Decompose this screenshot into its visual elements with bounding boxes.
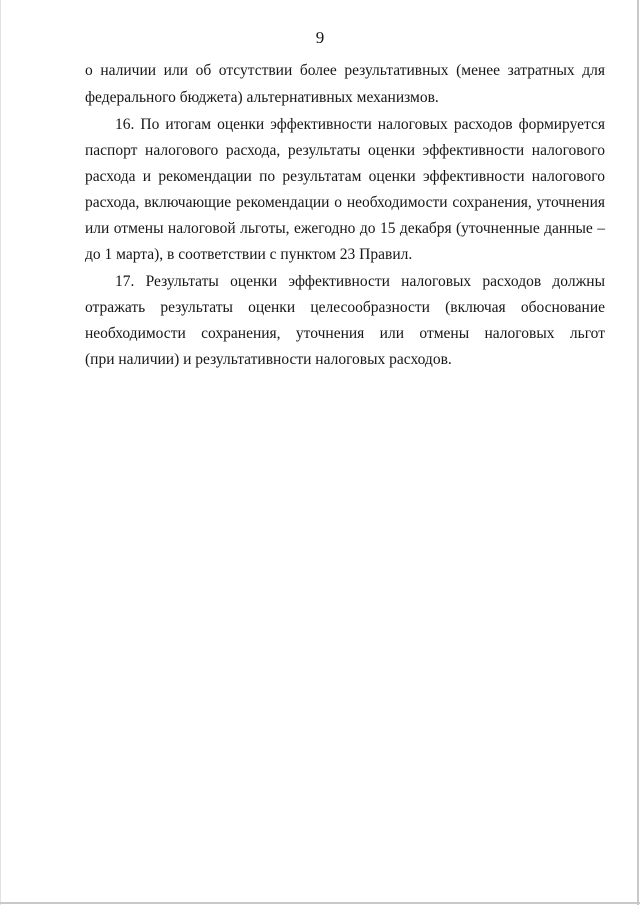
paragraph-2-line-6: до 1 марта), в соответствии с пунктом 23 Правил. (85, 246, 413, 263)
paragraph-3-line-1: 17. Результаты оценки эффективности налоговых расходов должны (115, 273, 605, 290)
paragraph-1-line-2: федерального бюджета) альтернативных механизмов. (85, 89, 439, 106)
paragraph-2-line-2: паспорт налогового расхода, результаты оценки эффективности налогового (85, 142, 605, 159)
paragraph-3-line-4: (при наличии) и результативности налоговых расходов. (85, 351, 452, 368)
paragraph-3-line-2: отражать результаты оценки целесообразности (включая обоснование (85, 299, 605, 316)
scan-edge-right (637, 0, 639, 905)
scan-edge-left (0, 0, 1, 905)
page-number: 9 (315, 28, 325, 47)
paragraph-3-line-3: необходимости сохранения, уточнения или отмены налоговых льгот (85, 325, 605, 342)
paragraph-2-line-3: расхода и рекомендации по результатам оценки эффективности налогового (85, 168, 605, 185)
paragraph-1-line-1: о наличии или об отсутствии более результативных (менее затратных для (85, 62, 605, 79)
paragraph-2-line-1: 16. По итогам оценки эффективности налоговых расходов формируется (115, 116, 605, 133)
paragraph-2-line-5: или отмены налоговой льготы, ежегодно до 15 декабря (уточненные данные – (85, 220, 605, 237)
scan-edge-bottom (0, 902, 640, 904)
paragraph-2-line-4: расхода, включающие рекомендации о необходимости сохранения, уточнения (85, 194, 605, 211)
